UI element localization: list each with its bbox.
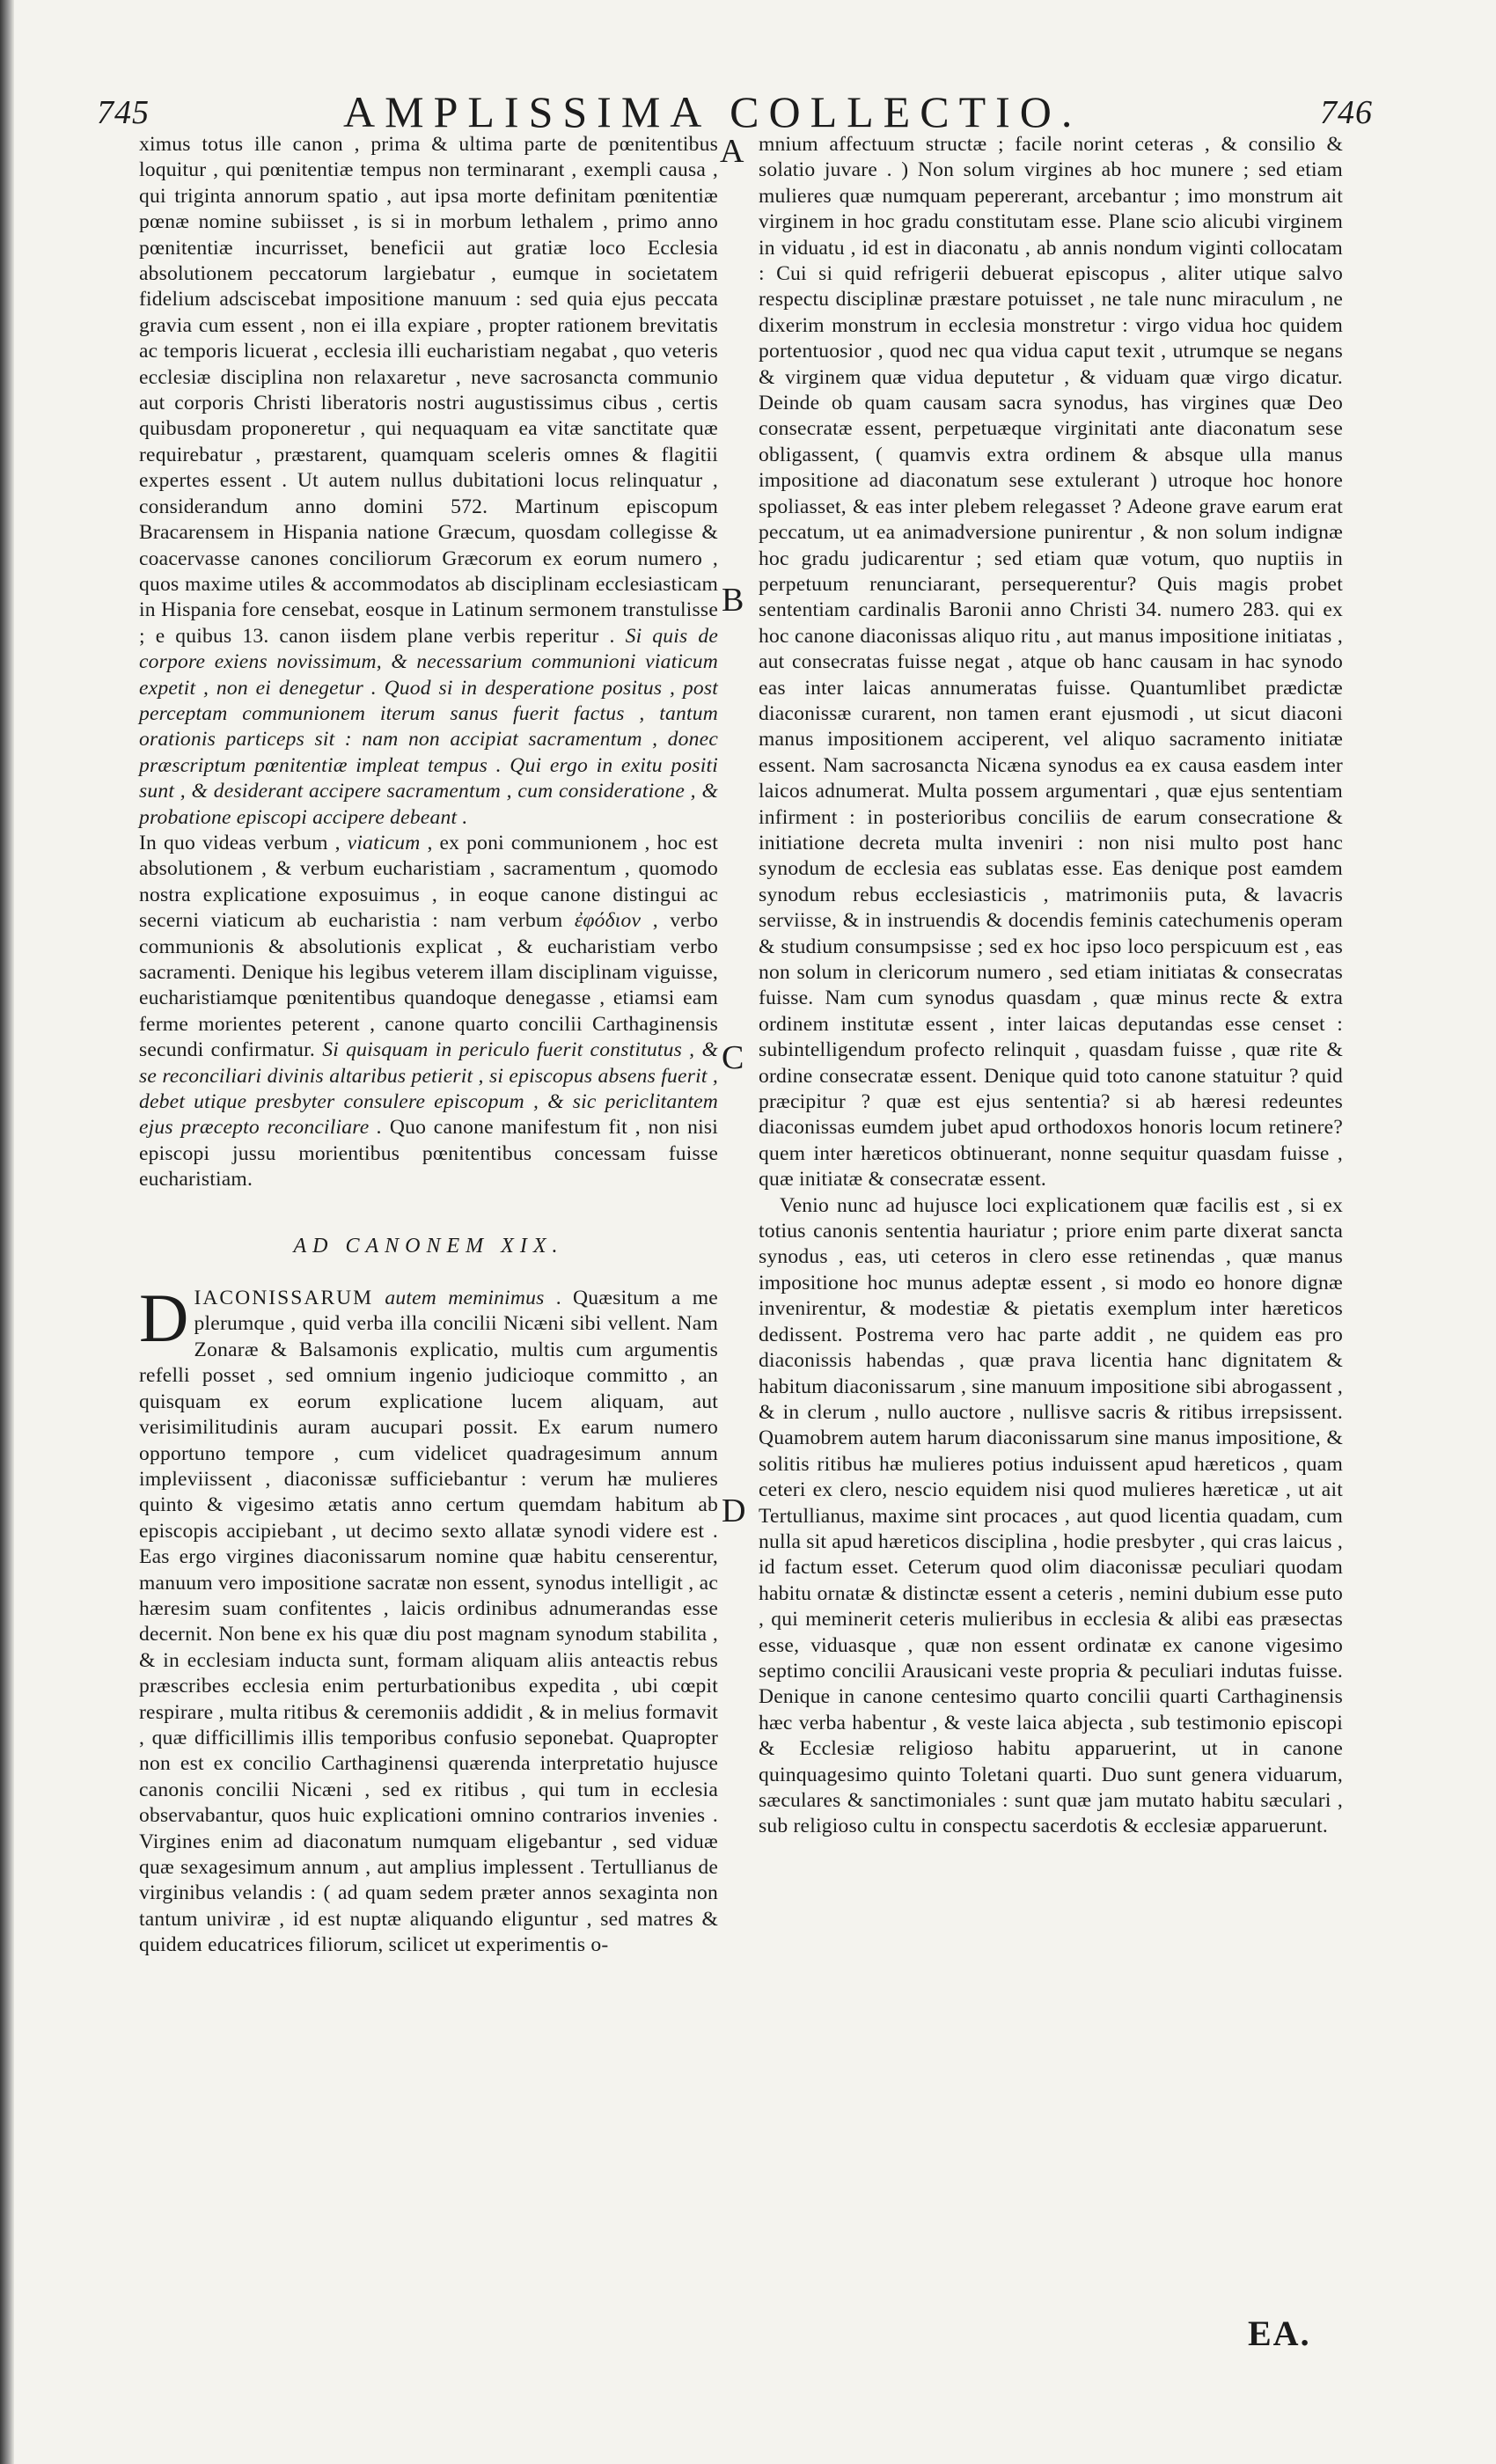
small-caps-word: IACONISSARUM xyxy=(194,1287,374,1310)
book-spine-shadow xyxy=(0,0,14,2464)
paragraph xyxy=(759,132,1343,1193)
section-heading: AD CANONEM XIX. xyxy=(293,1234,564,1258)
text-run: ximus totus ille canon , prima & ultima parte de pœnitentibus loquitur , qui pœnitentiæ tempus non terminarant , exempli causa , qui triginta annorum spatio , aut ipsa morte definitam pœnitentiæ pœnæ nomine subiisset , is si in morbum lethalem , primo anno pœnitentiæ incurrisset, beneficii aut gratiæ loco Ecclesia absolutionem peccatorum largiebatur , eumque in societatem fidelium adsciscebat impositione manuum : sed quia ejus peccata gravia cum essent , non ei illa expiare , propter rationem brevitatis ac temporis licuerat , ecclesia illi eucharistiam negabat , quo veteris ecclesiæ disciplina non relaxaretur , neve sacrosancta communio aut corporis Christi liberatoris nostri augustissimus cibus , certis quibusdam proponeretur , qui nequaquam ea vitæ sanctitate quæ requirebatur , præstarent, quamquam sceleris omnes & flagitii expertes essent . Ut autem nullus dubitationi locus relinquatur , considerandum anno domini 572. Martinum episcopum Bracarensem in Hispania natione Græcum, quosdam collegisse & coacervasse canones conciliorum Græcorum ex eorum numero , quos maxime utiles & accommodatos ab disciplinam ecclesiasticam in Hispania fore censebat, eosque in Latinum sermonem transtulisse ; e quibus 13. canon iisdem plane verbis reperitur . xyxy=(139,133,718,648)
paragraph xyxy=(139,1280,718,1959)
running-header xyxy=(97,86,1373,139)
italic-quote: Si quis de corpore exiens novissimum, & necessarium communioni viaticum expetit , non ei denegetur . Quod si in desperatione positus , post perceptam communionem iterum sanus fuerit factus , tantum orationis particeps sit : nam non accipiat sacramentum , donec præscriptum pœnitentiæ impleat tempus . Qui ergo in exitu positi sunt , & desiderant accipere sacramentum , cum consideratione , & probatione episcopi accipere debeant . xyxy=(139,624,719,829)
left-column xyxy=(139,132,718,1959)
text-run: , verbo communionis & absolutionis explicat , & eucharistiam verbo sacramenti. Denique his legibus veterem illam disciplinam viguisse, eucharistiamque pœnitentibus quandoque denegasse , etiamsi eam ferme morientes peterent , canone quarto concilii Carthaginensis secundi confirmatur. xyxy=(139,909,718,1062)
text-run: In quo videas verbum , xyxy=(139,831,341,854)
italic-word: viaticum xyxy=(347,831,421,854)
paragraph xyxy=(759,1193,1343,1840)
margin-marker-b: B xyxy=(722,582,744,619)
text-run: mnium affectuum structæ ; facile norint ceteras , & consilio & solatio juvare . ) Non solum virgines ab hoc munere ; sed etiam mulieres quæ numquam pepererant, arcebantur ; imo monstrum ait virginem in hoc gradu constitutam esse. Plane scio alicubi virginem in viduatu , id est in diaconatu , ab annis nondum viginti collocatam : Cui si quid refrigerii debuerat episcopus , aliter utique salvo respectu disciplinæ præstare potuisset , ne tale nunc miraculum , ne dixerim monstrum in ecclesia monstretur : virgo vidua hoc quidem portentuosior , quod nec qua vidua caput texit , utrumque se negans & virginem quæ vidua deputetur , & viduam quæ virgo dicatur. Deinde ob quam causam sacra synodus, has virgines quæ Deo consecratæ essent, perpetuæque virginitati ante diaconatum sese obligassent, ( quamvis extra ordinem & absque ulla manus impositione ad diaconatum sese extulerant ) utroque hoc honore spoliasset, & eas inter plebem relegasset ? Adeone grave earum erat peccatum, ut ea animadversione punirentur , & non solum indignæ hoc gradu judicarentur ; sed etiam quæ votum, quo nuptiis in perpetuum renunciarant, persequerentur? Quis magis probet sententiam cardinalis Baronii anno Christi 34. numero 283. qui ex hoc canone diaconissas aliquo ritu , aut manus impositione initiatas , aut consecratas fuisse negat , atque ob hanc causam in hac synodo eas inter laicas annumeratas fuisse. Quantumlibet prædictæ diaconissæ curarent, non tamen erant ejusmodi , ut sicut diaconi manus impositionem acciperent, vel aliquo sacramento initiatæ essent. Nam sacrosancta Nicæna synodus ea ex causa easdem inter laicos adnumerat. Multa possem argumentari , quæ ejus sententiam infirment : in posterioribus conciliis de earum consecratione & initiatione decreta multa inveniri : non nisi multo post hanc synodum de ecclesia eas sublatas esse. Eas denique post eamdem synodum rebus ecclesiasticis , matrimoniis puta, & lavacris serviisse, & in instruendis & docendis feminis catechumenis operam & studium consumpsisse ; sed ex hoc ipso loco perspicuum est , eas non solum in clericorum numero , sed etiam initiatas & consecratas fuisse. Nam cum synodus quasdam , quæ minus recte & extra ordinem institutæ essent , inter laicas deputandas esse censet : subintelligendum profecto relinquit , quasdam fuisse , quæ rite & ordine consecratæ essent. Denique quid toto canone statuitur ? quid præcipitur ? quæ est ejus sententia? si ab hæresi redeuntes diaconissas eumdem jubet apud orthodoxos honoris locum retinere? quem inter hæreticos obtinuerant, nonne sequitur quasdam fuisse , quæ initiatæ & consecratæ essent. xyxy=(759,133,1343,1192)
right-column xyxy=(759,132,1343,1840)
drop-cap: D xyxy=(139,1280,189,1357)
paragraph xyxy=(139,831,718,1193)
catchword: EA. xyxy=(1248,2314,1311,2353)
italic-quote: Si quisquam in periculo fuerit constitutus , & se reconciliari divinis altaribus petierit , si episcopus absens fuerit , debet utique presbyter consulere episcopum , & sic periclitantem ejus præcepto reconciliare . xyxy=(139,1038,718,1140)
page-number-right: 746 xyxy=(1320,94,1373,131)
margin-marker-a: A xyxy=(720,133,744,170)
margin-marker-d: D xyxy=(722,1492,746,1529)
text-run: , ex poni communionem , hoc est absolutionem , & verbum eucharistiam , sacramentum , quomodo nostra explicatione exposuimus , in eoque canone distingui ac secerni viaticum ab eucharistia : nam verbum xyxy=(139,831,718,933)
margin-marker-c: C xyxy=(722,1039,744,1076)
paragraph xyxy=(139,132,718,831)
page-number-left: 745 xyxy=(97,94,150,131)
running-title: AMPLISSIMA COLLECTIO. xyxy=(343,87,1082,136)
greek-word: ἐφόδιον xyxy=(574,909,642,933)
italic-phrase: autem meminimus xyxy=(385,1287,545,1310)
text-run: . Quæsitum a me plerumque , quid verba illa concilii Nicæni sibi vellent. Nam Zonaræ & Balsamonis explicatio, multis cum argumentis refelli posset , sed omnium ingenio judicioque committo , an quisquam ex eorum explicatione lucem aliquam, aut verisimilitudinis auram aucupari possit. Ex earum numero opportuno tempore , cum videlicet quadragesimum annum impleviissent , diaconissæ sufficiebantur : verum hæ mulieres quinto & vigesimo ætatis anno certum quemdam habitum ab episcopis accipiebant , ut decimo sexto allatæ synodi videre est . Eas ergo virgines diaconissarum nomine quæ habitu censerentur, manuum vero impositione sacratæ non essent, synodus intelligit , ac hæresim suam confitentes , laicis ordinibus adnumerandas esse decernit. Non bene ex his quæ diu post magnam synodum stabilita , & in ecclesiam inducta sunt, formam aliquam aliis anteactis rebus præscribes ecclesia enim perturbationibus expedita , ubi cœpit respirare , multa ritibus & ceremoniis addidit , & in melius formavit , quæ difficillimis illis temporibus confusio seponebat. Quapropter non est ex concilio Carthaginensi quærenda interpretatio hujusce canonis concilii Nicæni , sed ex ritibus , qui tum in ecclesia observabantur, quos huic explicationi omnino contrarios invenies . Virgines enim ad diaconatum numquam eligebantur , sed viduæ quæ sexagesimum annum , aut amplius implessent . Tertullianus de virginibus velandis : ( ad quam sedem præter annos sexaginta non tantum univiræ , id est nuptæ aliquando eliguntur , sed matres & quidem educatrices filiorum, scilicet ut experimentis o- xyxy=(139,1287,718,1957)
text-run: Quo canone manifestum fit , non nisi episcopi jussu morientibus pœnitentibus concessam fuisse eucharistiam. xyxy=(139,1116,718,1192)
text-run: Venio nunc ad hujusce loci explicationem quæ facilis est , si ex totius canonis sententia hauriatur ; priore enim parte dixerat sancta synodus , eas, uti ceteros in clero esse retinendas , quæ manus impositione hoc munus adeptæ essent , si modo eo honore dignæ invenirentur, & modestiæ & pietatis exemplum inter hæreticos dedissent. Postrema vero hac parte addit , ne quidem eas pro diaconissis habendas , quæ prava licentia hanc dignitatem & habitum diaconissarum , sine manuum impositione sibi abrogassent , & in clerum , nullo auctore , nullisve sacris & ritibus irrepsissent. Quamobrem autem harum diaconissarum sine manus impositione, & solitis ritibus hæ mulieres potius induissent apud hæreticos , quam ceteri ex clero, nescio equidem nisi quod mulieres hæreticæ , ut ait Tertullianus, maxime sint procaces , aut quod licentia quadam, cum nulla sit apud hæreticos disciplina , hodie presbyter , qui cras laicus , id factum esset. Ceterum quod olim diaconissæ peculiari quodam habitu ornatæ & distinctæ essent a ceteris , nemini dubium esse puto , qui meminerit ceteris mulieribus in ecclesia & alibi eas præsectas esse, viduasque , quæ non essent ordinatæ ex canone vigesimo septimo concilii Arausicani veste propria & peculiari indutas fuisse. Denique in canone centesimo quarto concilii quarti Carthaginensis hæc verba habentur , & veste laica abjecta , sub testimonio episcopi & Ecclesiæ religioso habitu apparuerint, ut in canone quinquagesimo quinto Toletani quarti. Duo sunt genera viduarum, sæculares & sanctimoniales : sunt quæ jam mutato habitu sæculari , sub religioso cultu in conspectu sacerdotis & ecclesiæ apparuerunt. xyxy=(759,1193,1343,1838)
